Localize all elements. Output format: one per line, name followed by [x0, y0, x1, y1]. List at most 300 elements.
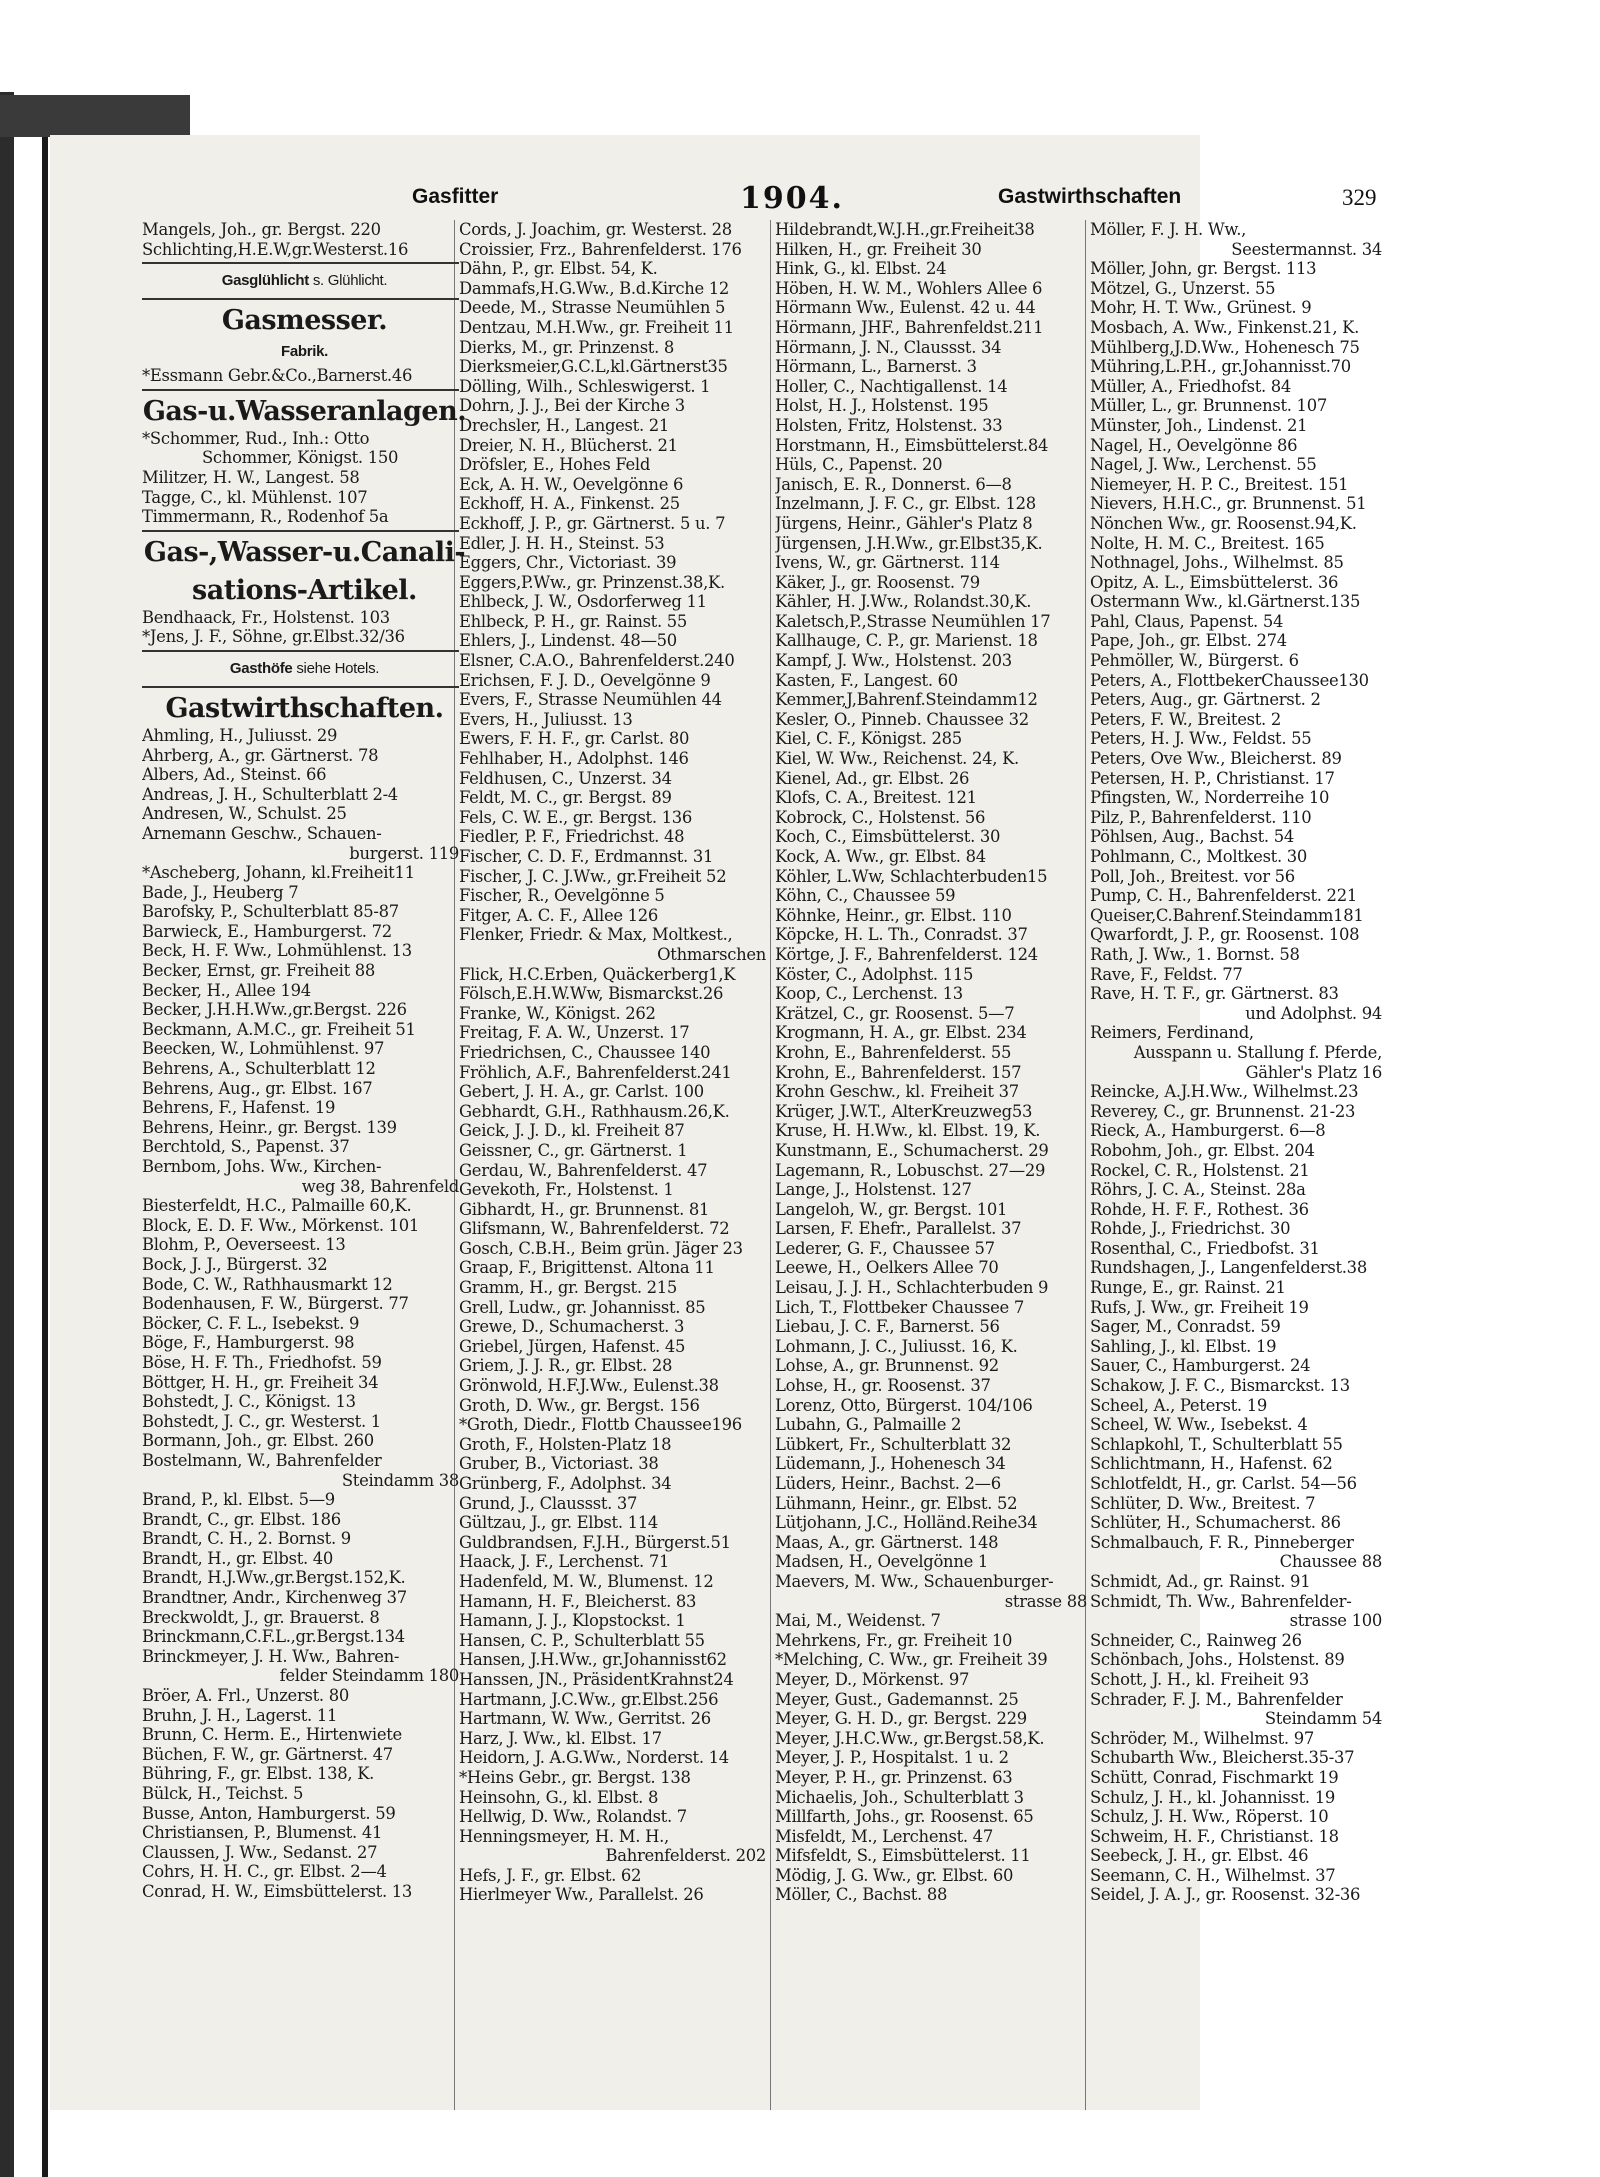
cross-reference-target: siehe Hotels. [296, 659, 380, 677]
directory-entry: Müller, L., gr. Brunnenst. 107 [1090, 396, 1327, 416]
directory-entry-continuation: Othmarschen [657, 944, 766, 964]
directory-entry: Behrens, A., Schulterblatt 12 [142, 1059, 376, 1079]
directory-entry: Schweim, H. F., Christianst. 18 [1090, 1826, 1339, 1846]
directory-entry: Lederer, G. F., Chaussee 57 [775, 1238, 995, 1258]
directory-entry: Schlichting,H.E.W,gr.Westerst.16 [142, 239, 409, 259]
directory-entry-continuation: weg 38, Bahrenfeld [301, 1176, 459, 1196]
directory-entry: Geissner, C., gr. Gärtnerst. 1 [459, 1140, 688, 1160]
directory-entry: Evers, H., Juliusst. 13 [459, 709, 633, 729]
directory-entry: Rockel, C. R., Holstenst. 21 [1090, 1160, 1310, 1180]
directory-entry: Becker, Ernst, gr. Freiheit 88 [142, 961, 376, 981]
directory-entry: Köhler, L.Ww, Schlachterbuden15 [775, 866, 1048, 886]
directory-entry: *Schommer, Rud., Inh.: Otto [142, 428, 370, 448]
directory-entry: Böse, H. F. Th., Friedhofst. 59 [142, 1352, 382, 1372]
directory-entry: Fitger, A. C. F., Allee 126 [459, 905, 659, 925]
directory-entry: Peters, Ove Ww., Bleicherst. 89 [1090, 749, 1342, 769]
directory-entry: Queiser,C.Bahrenf.Steindamm181 [1090, 905, 1364, 925]
directory-entry: Grünberg, F., Adolphst. 34 [459, 1474, 672, 1493]
directory-entry: Misfeldt, M., Lerchenst. 47 [775, 1826, 993, 1846]
directory-entry: Sauer, C., Hamburgerst. 24 [1090, 1356, 1311, 1376]
directory-entry: Millfarth, Johs., gr. Roosenst. 65 [775, 1807, 1034, 1827]
directory-entry: Scheel, A., Peterst. 19 [1090, 1395, 1267, 1415]
directory-entry: Inzelmann, J. F. C., gr. Elbst. 128 [775, 494, 1036, 514]
directory-entry: Hilken, H., gr. Freiheit 30 [775, 239, 982, 259]
directory-entry: *Groth, Diedr., Flottb Chaussee196 [459, 1415, 742, 1435]
directory-entry: Leisau, J. J. H., Schlachterbuden 9 [775, 1278, 1049, 1298]
directory-entry: Andresen, W., Schulst. 25 [142, 804, 347, 824]
directory-entry: Madsen, H., Oevelgönne 1 [775, 1552, 989, 1572]
directory-entry: Lüders, Heinr., Bachst. 2—6 [775, 1474, 1001, 1493]
directory-entry: Beecken, W., Lohmühlenst. 97 [142, 1039, 385, 1059]
directory-entry: Meyer, J.H.C.Ww., gr.Bergst.58,K. [775, 1728, 1045, 1748]
directory-entry: Schulz, J. H., kl. Johannisst. 19 [1090, 1787, 1335, 1807]
directory-entry: Rath, J. Ww., 1. Bornst. 58 [1090, 944, 1300, 964]
directory-entry: Graap, F., Brigittenst. Altona 11 [459, 1258, 715, 1278]
directory-entry: Lorenz, Otto, Bürgerst. 104/106 [775, 1395, 1033, 1415]
directory-entry: Nagel, J. Ww., Lerchenst. 55 [1090, 455, 1317, 475]
directory-entry: Lagemann, R., Lobuschst. 27—29 [775, 1160, 1046, 1180]
directory-entry-continuation: Ausspann u. Stallung f. Pferde, [1133, 1042, 1382, 1062]
cross-reference-term: Gasthöfe [229, 659, 293, 677]
directory-entry: Meyer, J. P., Hospitalst. 1 u. 2 [775, 1748, 1009, 1768]
directory-entry: Gruber, B., Victoriast. 38 [459, 1454, 659, 1474]
directory-entry: Koop, C., Lerchenst. 13 [775, 984, 963, 1004]
directory-entry: Schmidt, Th. Ww., Bahrenfelder- [1090, 1591, 1352, 1611]
directory-entry: Qwarfordt, J. P., gr. Roosenst. 108 [1090, 925, 1360, 945]
directory-entry: Gevekoth, Fr., Holstenst. 1 [459, 1180, 674, 1200]
directory-entry: Harz, J. Ww., kl. Elbst. 17 [459, 1728, 662, 1748]
directory-entry: Breckwoldt, J., gr. Brauerst. 8 [142, 1607, 380, 1627]
directory-entry: Erichsen, F. J. D., Oevelgönne 9 [459, 670, 711, 690]
directory-entry: Schlüter, D. Ww., Breitest. 7 [1090, 1493, 1316, 1513]
directory-entry: Croissier, Frz., Bahrenfelderst. 176 [459, 239, 742, 259]
directory-entry: Eck, A. H. W., Oevelgönne 6 [459, 474, 684, 494]
directory-entry: Guldbrandsen, F.J.H., Bürgerst.51 [459, 1532, 731, 1552]
header-right-keyword: Gastwirthschaften [998, 185, 1182, 208]
directory-entry: Franke, W., Königst. 262 [459, 1003, 656, 1023]
directory-entry-continuation: Steindamm 54 [1264, 1709, 1382, 1729]
directory-entry: Schlapkohl, T., Schulterblatt 55 [1090, 1434, 1343, 1454]
directory-entry: Jürgens, Heinr., Gähler's Platz 8 [775, 513, 1033, 533]
directory-entry: Larsen, F. Ehefr., Parallelst. 37 [775, 1219, 1022, 1239]
directory-entry: Meyer, D., Mörkenst. 97 [775, 1669, 970, 1689]
directory-entry: Ehlers, J., Lindenst. 48—50 [459, 631, 677, 651]
directory-entry: Pehmöller, W., Bürgerst. 6 [1090, 651, 1299, 671]
directory-entry: Bendhaack, Fr., Holstenst. 103 [142, 607, 390, 627]
directory-entry: Möller, John, gr. Bergst. 113 [1090, 259, 1317, 279]
directory-entry: Kobrock, C., Holstenst. 56 [775, 807, 986, 827]
directory-entry: Heidorn, J. A.G.Ww., Norderst. 14 [459, 1748, 729, 1768]
directory-entry: Groth, F., Holsten-Platz 18 [459, 1434, 672, 1454]
directory-entry: Gramm, H., gr. Bergst. 215 [459, 1278, 678, 1298]
directory-entry: Rave, H. T. F., gr. Gärtnerst. 83 [1090, 984, 1339, 1004]
directory-entry: Rave, F., Feldst. 77 [1090, 964, 1243, 984]
directory-entry: Scheel, W. Ww., Isebekst. 4 [1090, 1415, 1308, 1435]
directory-entry: Timmermann, R., Rodenhof 5a [142, 507, 389, 527]
section-rule [142, 530, 459, 532]
directory-entry: Fels, C. W. E., gr. Bergst. 136 [459, 807, 693, 827]
directory-entry: Cohrs, H. H. C., gr. Elbst. 2—4 [142, 1862, 387, 1882]
directory-entry: Feldt, M. C., gr. Bergst. 89 [459, 788, 672, 808]
directory-entry: Fölsch,E.H.W.Ww, Bismarckst.26 [459, 984, 724, 1004]
directory-entry: Ehlbeck, J. W., Osdorferweg 11 [459, 592, 707, 612]
directory-entry: Bode, C. W., Rathhausmarkt 12 [142, 1274, 393, 1294]
directory-entry: Höben, H. W. M., Wohlers Allee 6 [775, 278, 1043, 298]
directory-entry-continuation: und Adolphst. 94 [1245, 1003, 1382, 1023]
directory-entry: Hörmann, J. N., Claussst. 34 [775, 337, 1002, 357]
directory-entry: Barofsky, P., Schulterblatt 85-87 [142, 902, 399, 922]
directory-entry: Feldhusen, C., Unzerst. 34 [459, 768, 672, 788]
directory-entry: Schlüter, H., Schumacherst. 86 [1090, 1513, 1341, 1533]
directory-entry: Behrens, F., Hafenst. 19 [142, 1098, 336, 1118]
directory-entry: *Melching, C. Ww., gr. Freiheit 39 [775, 1650, 1048, 1670]
directory-entry: Rufs, J. Ww., gr. Freiheit 19 [1090, 1297, 1309, 1317]
directory-entry: Ahrberg, A., gr. Gärtnerst. 78 [142, 745, 379, 765]
directory-entry: Holler, C., Nachtigallenst. 14 [775, 376, 1008, 396]
directory-entry: Drechsler, H., Langest. 21 [459, 415, 670, 435]
directory-entry: Schlotfeldt, H., gr. Carlst. 54—56 [1090, 1474, 1357, 1493]
directory-entry: Peters, Aug., gr. Gärtnerst. 2 [1090, 690, 1321, 710]
directory-entry: Fröhlich, A.F., Bahrenfelderst.241 [459, 1062, 732, 1082]
directory-entry: Rieck, A., Hamburgerst. 6—8 [1090, 1121, 1326, 1141]
directory-entry: Mehrkens, Fr., gr. Freiheit 10 [775, 1630, 1013, 1650]
directory-entry: Hörmann, JHF., Bahrenfeldst.211 [775, 317, 1044, 337]
directory-entry: Fischer, C. D. F., Erdmannst. 31 [459, 847, 714, 866]
directory-entry: Dreier, N. H., Blücherst. 21 [459, 435, 678, 455]
directory-entry: Fehlhaber, H., Adolphst. 146 [459, 749, 689, 769]
directory-entry: Ahmling, H., Juliusst. 29 [142, 725, 338, 745]
cross-reference [142, 267, 467, 295]
directory-entry: Dröfsler, E., Hohes Feld [459, 455, 651, 475]
page-number: 329 [1342, 185, 1377, 210]
directory-entry: Lütjohann, J.C., Holländ.Reihe34 [775, 1513, 1038, 1533]
directory-entry: Militzer, H. W., Langest. 58 [142, 467, 360, 487]
directory-entry: Albers, Ad., Steinst. 66 [142, 765, 327, 785]
directory-entry: Lüdemann, J., Hohenesch 34 [775, 1454, 1006, 1474]
directory-entry: Meyer, G. H. D., gr. Bergst. 229 [775, 1709, 1027, 1729]
directory-entry: Dölling, Wilh., Schleswigerst. 1 [459, 376, 711, 396]
directory-entry: Henningsmeyer, H. M. H., [459, 1826, 669, 1846]
directory-entry: Hamann, H. F., Bleicherst. 83 [459, 1591, 697, 1611]
directory-entry: Käker, J., gr. Roosenst. 79 [775, 572, 980, 592]
directory-entry: Schütt, Conrad, Fischmarkt 19 [1090, 1767, 1339, 1787]
directory-entry: Langeloh, W., gr. Bergst. 101 [775, 1199, 1008, 1219]
directory-entry: Mifsfeldt, S., Eimsbüttelerst. 11 [775, 1846, 1031, 1866]
directory-entry: Kiel, C. F., Königst. 285 [775, 729, 962, 749]
directory-entry: Nievers, H.H.C., gr. Brunnenst. 51 [1090, 494, 1367, 514]
directory-entry: Maevers, M. Ww., Schauenburger- [775, 1571, 1054, 1591]
directory-entry: Kruse, H. H.Ww., kl. Elbst. 19, K. [775, 1121, 1041, 1141]
directory-entry: Rohde, J., Friedrichst. 30 [1090, 1219, 1291, 1239]
directory-entry: Kaletsch,P.,Strasse Neumühlen 17 [775, 611, 1051, 631]
directory-entry: Bruhn, J. H., Lagerst. 11 [142, 1705, 338, 1725]
section-rule [142, 650, 459, 652]
section-heading: Gasmesser. [221, 305, 388, 337]
directory-entry: Brandt, H., gr. Elbst. 40 [142, 1548, 334, 1568]
directory-entry: Böge, F., Hamburgerst. 98 [142, 1333, 355, 1353]
directory-entry: Glifsmann, W., Bahrenfelderst. 72 [459, 1219, 730, 1239]
directory-entry: Maas, A., gr. Gärtnerst. 148 [775, 1532, 999, 1552]
scan-edge-dark [0, 92, 14, 2177]
book-spine-shadow [42, 130, 48, 2177]
directory-entry: Köhn, C., Chaussee 59 [775, 886, 956, 906]
directory-entry: Poll, Joh., Breitest. vor 56 [1090, 866, 1295, 886]
directory-entry: Fischer, J. C. J.Ww., gr.Freiheit 52 [459, 866, 727, 886]
directory-entry: Kunstmann, E., Schumacherst. 29 [775, 1140, 1049, 1160]
header-left-keyword: Gasfitter [412, 185, 499, 208]
directory-entry: Cords, J. Joachim, gr. Westerst. 28 [459, 220, 732, 239]
directory-entry: Kähler, H. J.Ww., Rolandst.30,K. [775, 592, 1032, 612]
directory-entry: Pump, C. H., Bahrenfelderst. 221 [1090, 886, 1357, 906]
directory-entry: Schott, J. H., kl. Freiheit 93 [1090, 1669, 1309, 1689]
column-3 [775, 220, 1095, 1905]
directory-entry: Eckhoff, J. P., gr. Gärtnerst. 5 u. 7 [459, 513, 726, 533]
directory-entry: Gültzau, J., gr. Elbst. 114 [459, 1513, 659, 1533]
directory-entry: Gerdau, W., Bahrenfelderst. 47 [459, 1160, 708, 1180]
directory-entry: Seidel, J. A. J., gr. Roosenst. 32-36 [1090, 1885, 1361, 1905]
directory-entry: Köster, C., Adolphst. 115 [775, 964, 974, 984]
directory-entry: Eggers, Chr., Victoriast. 39 [459, 553, 677, 573]
directory-entry: Peters, H. J. Ww., Feldst. 55 [1090, 729, 1312, 749]
directory-entry: Opitz, A. L., Eimsbüttelerst. 36 [1090, 572, 1339, 592]
directory-entry: Nothnagel, Johs., Wilhelmst. 85 [1090, 553, 1344, 573]
directory-entry: Claussen, J. Ww., Sedanst. 27 [142, 1842, 378, 1862]
directory-entry: Brand, P., kl. Elbst. 5—9 [142, 1490, 335, 1510]
directory-entry: Mödig, J. G. Ww., gr. Elbst. 60 [775, 1865, 1014, 1885]
directory-entry: Schubarth Ww., Bleicherst.35-37 [1090, 1748, 1355, 1768]
directory-entry: Kasten, F., Langest. 60 [775, 670, 958, 690]
directory-entry: Hansen, J.H.Ww., gr.Johannisst62 [459, 1650, 727, 1670]
directory-entry: Reincke, A.J.H.Ww., Wilhelmst.23 [1090, 1082, 1359, 1102]
directory-entry: Eckhoff, H. A., Finkenst. 25 [459, 494, 680, 514]
directory-entry: Gebert, J. H. A., gr. Carlst. 100 [459, 1082, 704, 1102]
directory-entry: Mangels, Joh., gr. Bergst. 220 [142, 220, 381, 239]
directory-entry: Eggers,P.Ww., gr. Prinzenst.38,K. [459, 572, 725, 592]
section-heading: Gastwirthschaften. [165, 692, 444, 724]
directory-entry: Schmalbauch, F. R., Pinneberger [1090, 1532, 1354, 1552]
directory-entry: Nagel, H., Oevelgönne 86 [1090, 435, 1298, 455]
directory-entry: Lohmann, J. C., Juliusst. 16, K. [775, 1336, 1018, 1356]
section-rule [142, 298, 459, 300]
directory-entry: Lohse, H., gr. Roosenst. 37 [775, 1376, 991, 1396]
directory-entry: Becker, J.H.H.Ww.,gr.Bergst. 226 [142, 1000, 407, 1020]
directory-entry: Pahl, Claus, Papenst. 54 [1090, 611, 1284, 631]
directory-entry: *Jens, J. F., Söhne, gr.Elbst.32/36 [142, 627, 405, 647]
directory-entry: Kampf, J. Ww., Holstenst. 203 [775, 651, 1012, 671]
directory-entry: Hildebrandt,W.J.H.,gr.Freiheit38 [775, 220, 1035, 239]
directory-entry: Lich, T., Flottbeker Chaussee 7 [775, 1297, 1024, 1317]
directory-entry: Pape, Joh., gr. Elbst. 274 [1090, 631, 1287, 651]
directory-entry: Blohm, P., Oeverseest. 13 [142, 1235, 346, 1255]
directory-entry: Möller, F. J. H. Ww., [1090, 220, 1247, 239]
directory-entry: Gibhardt, H., gr. Brunnenst. 81 [459, 1199, 710, 1219]
directory-entry: Brunn, C. Herm. E., Hirtenwiete [142, 1725, 402, 1745]
directory-entry: Hellwig, D. Ww., Rolandst. 7 [459, 1807, 687, 1827]
directory-entry: Schmidt, Ad., gr. Rainst. 91 [1090, 1571, 1311, 1591]
directory-entry: Mohr, H. T. Ww., Grünest. 9 [1090, 298, 1312, 318]
directory-entry: Deede, M., Strasse Neumühlen 5 [459, 298, 726, 318]
directory-entry: Berchtold, S., Papenst. 37 [142, 1137, 350, 1157]
directory-entry: Lohse, A., gr. Brunnenst. 92 [775, 1356, 999, 1376]
directory-entry: Schakow, J. F. C., Bismarckst. 13 [1090, 1376, 1350, 1396]
directory-entry: Dammafs,H.G.Ww., B.d.Kirche 12 [459, 278, 730, 298]
section-rule [142, 389, 459, 391]
directory-entry-continuation: Gähler's Platz 16 [1245, 1062, 1382, 1082]
directory-entry: Biesterfeldt, H.C., Palmaille 60,K. [142, 1196, 412, 1216]
directory-entry: Pfingsten, W., Norderreihe 10 [1090, 788, 1330, 808]
directory-entry: Köhnke, Heinr., gr. Elbst. 110 [775, 905, 1012, 925]
directory-entry: Dähn, P., gr. Elbst. 54, K. [459, 259, 658, 279]
directory-entry: Grund, J., Claussst. 37 [459, 1493, 638, 1513]
section-rule [142, 262, 459, 264]
directory-entry-continuation: burgerst. 119 [349, 843, 459, 863]
directory-entry: Arnemann Geschw., Schauen- [142, 823, 382, 843]
directory-entry: Geick, J. J. D., kl. Freiheit 87 [459, 1121, 685, 1141]
directory-entry: Becker, H., Allee 194 [142, 980, 311, 1000]
directory-entry: Holsten, Fritz, Holstenst. 33 [775, 415, 1003, 435]
directory-entry: Liebau, J. C. F., Barnerst. 56 [775, 1317, 1000, 1337]
directory-entry-continuation: Steindamm 38 [341, 1470, 459, 1490]
directory-entry: Brandt, C. H., 2. Bornst. 9 [142, 1529, 351, 1549]
directory-entry: Hink, G., kl. Elbst. 24 [775, 259, 947, 279]
directory-entry: Kienel, Ad., gr. Elbst. 26 [775, 768, 970, 788]
directory-entry: Hamann, J. J., Klopstockst. 1 [459, 1611, 686, 1631]
directory-entry: Bröer, A. Frl., Unzerst. 80 [142, 1686, 349, 1706]
directory-entry: Hierlmeyer Ww., Parallelst. 26 [459, 1885, 704, 1905]
directory-entry: Flick, H.C.Erben, Quäckerberg1,K [459, 964, 736, 984]
directory-entry: Krätzel, C., gr. Roosenst. 5—7 [775, 1003, 1015, 1023]
directory-page [50, 135, 1382, 2110]
directory-entry: Münster, Joh., Lindenst. 21 [1090, 415, 1308, 435]
directory-entry: Behrens, Heinr., gr. Bergst. 139 [142, 1117, 397, 1137]
directory-entry: Schneider, C., Rainweg 26 [1090, 1630, 1302, 1650]
directory-entry: Reverey, C., gr. Brunnenst. 21-23 [1090, 1101, 1356, 1121]
directory-entry: Busse, Anton, Hamburgerst. 59 [142, 1803, 396, 1823]
directory-entry: Brandt, H.J.Ww.,gr.Bergst.152,K. [142, 1568, 406, 1588]
directory-entry: Barwieck, E., Hamburgerst. 72 [142, 921, 392, 941]
directory-entry: Fiedler, P. F., Friedrichst. 48 [459, 827, 685, 847]
directory-entry: Seebeck, J. H., gr. Elbst. 46 [1090, 1846, 1309, 1866]
directory-entry: Bock, J. J., Bürgerst. 32 [142, 1254, 328, 1274]
directory-entry: Schulz, J. H. Ww., Röperst. 10 [1090, 1807, 1329, 1827]
directory-entry: Krohn Geschw., kl. Freiheit 37 [775, 1082, 1019, 1102]
directory-entry: Hadenfeld, M. W., Blumenst. 12 [459, 1571, 714, 1591]
directory-entry: Block, E. D. F. Ww., Mörkenst. 101 [142, 1215, 420, 1235]
directory-entry: Dierks, M., gr. Prinzenst. 8 [459, 337, 675, 357]
directory-entry: Kiel, W. Ww., Reichenst. 24, K. [775, 749, 1019, 769]
section-heading: sations-Artikel. [192, 574, 417, 606]
directory-entry: Kemmer,J,Bahrenf.Steindamm12 [775, 690, 1038, 710]
directory-entry: Kock, A. Ww., gr. Elbst. 84 [775, 847, 986, 866]
directory-entry: Hüls, C., Papenst. 20 [775, 455, 943, 475]
directory-entry-continuation: Seestermannst. 34 [1231, 239, 1382, 259]
directory-entry: Bodenhausen, F. W., Bürgerst. 77 [142, 1294, 409, 1314]
directory-entry: Griem, J. J. R., gr. Elbst. 28 [459, 1356, 673, 1376]
directory-entry: Runge, E., gr. Rainst. 21 [1090, 1278, 1286, 1298]
directory-entry-continuation: strasse 88 [1004, 1591, 1087, 1611]
directory-entry: Pöhlsen, Aug., Bachst. 54 [1090, 827, 1294, 847]
directory-entry: Rohde, H. F. F., Rothest. 36 [1090, 1199, 1309, 1219]
directory-entry: Sahling, J., kl. Elbst. 19 [1090, 1336, 1277, 1356]
directory-entry: Hanssen, JN., PräsidentKrahnst24 [459, 1669, 734, 1689]
directory-entry: Dentzau, M.H.Ww., gr. Freiheit 11 [459, 317, 734, 337]
directory-entry: Robohm, Joh., gr. Elbst. 204 [1090, 1140, 1315, 1160]
directory-entry: Bühring, F., gr. Elbst. 138, K. [142, 1764, 375, 1784]
directory-entry: Bernbom, Johs. Ww., Kirchen- [142, 1157, 382, 1176]
directory-entry: Mötzel, G., Unzerst. 55 [1090, 278, 1276, 298]
directory-entry: Böttger, H. H., gr. Freiheit 34 [142, 1372, 379, 1392]
directory-entry: Conrad, H. W., Eimsbüttelerst. 13 [142, 1881, 413, 1901]
directory-entry: Schröder, M., Wilhelmst. 97 [1090, 1728, 1314, 1748]
directory-entry: Michaelis, Joh., Schulterblatt 3 [775, 1787, 1024, 1807]
column-2 [459, 220, 774, 1905]
directory-entry: Müller, A., Friedhofst. 84 [1090, 376, 1292, 396]
directory-entry: Sager, M., Conradst. 59 [1090, 1317, 1281, 1337]
directory-entry-continuation: strasse 100 [1289, 1611, 1382, 1631]
directory-entry: Horstmann, H., Eimsbüttelerst.84 [775, 435, 1049, 455]
directory-entry: Freitag, F. A. W., Unzerst. 17 [459, 1023, 690, 1043]
directory-entry: Grönwold, H.F.J.Ww., Eulenst.38 [459, 1376, 719, 1396]
directory-entry: Brinckmeyer, J. H. Ww., Bahren- [142, 1646, 400, 1666]
directory-entry: Janisch, E. R., Donnerst. 6—8 [775, 474, 1012, 494]
directory-entry: Nolte, H. M. C., Breitest. 165 [1090, 533, 1325, 553]
directory-entry: Schrader, F. J. M., Bahrenfelder [1090, 1689, 1343, 1709]
directory-entry: *Heins Gebr., gr. Bergst. 138 [459, 1767, 691, 1787]
directory-entry: Hörmann, L., Barnerst. 3 [775, 357, 977, 377]
directory-entry: Bohstedt, J. C., Königst. 13 [142, 1392, 356, 1412]
directory-entry: Hansen, C. P., Schulterblatt 55 [459, 1630, 705, 1650]
directory-entry: Lange, J., Holstenst. 127 [775, 1180, 972, 1200]
directory-entry: Körtge, J. F., Bahrenfelderst. 124 [775, 944, 1038, 964]
directory-entry: Lübkert, Fr., Schulterblatt 32 [775, 1434, 1012, 1454]
directory-entry: *Ascheberg, Johann, kl.Freiheit11 [142, 863, 415, 883]
directory-entry: Mühlberg,J.D.Ww., Hohenesch 75 [1090, 337, 1360, 357]
directory-entry: Röhrs, J. C. A., Steinst. 28a [1090, 1180, 1306, 1200]
directory-entry: Behrens, Aug., gr. Elbst. 167 [142, 1078, 373, 1098]
directory-entry: Friedrichsen, C., Chaussee 140 [459, 1042, 711, 1062]
section-subheading: Fabrik. [280, 343, 329, 361]
directory-entry: Rosenthal, C., Friedbofst. 31 [1090, 1238, 1320, 1258]
directory-entry: Möller, C., Bachst. 88 [775, 1885, 948, 1905]
directory-entry: Koch, C., Eimsbüttelerst. 30 [775, 827, 1001, 847]
directory-entry: Rundshagen, J., Langenfelderst.38 [1090, 1258, 1367, 1278]
directory-entry: Köpcke, H. L. Th., Conradst. 37 [775, 925, 1028, 945]
directory-entry: Mühring,L.P.H., gr.Johannisst.70 [1090, 357, 1351, 377]
directory-entry: Hartmann, W. Ww., Gerritst. 26 [459, 1709, 711, 1729]
directory-entry: Pohlmann, C., Moltkest. 30 [1090, 847, 1308, 866]
directory-entry: Ivens, W., gr. Gärtnerst. 114 [775, 553, 1000, 573]
directory-entry: Lühmann, Heinr., gr. Elbst. 52 [775, 1493, 1018, 1513]
directory-entry: *Essmann Gebr.&Co.,Barnerst.46 [142, 366, 413, 386]
cross-reference [142, 655, 467, 683]
directory-entry: Reimers, Ferdinand, [1090, 1023, 1254, 1043]
directory-entry: Dierksmeier,G.C.L,kl.Gärtnerst35 [459, 357, 728, 377]
directory-entry: Meyer, Gust., Gademannst. 25 [775, 1689, 1019, 1709]
directory-entry: Grell, Ludw., gr. Johannisst. 85 [459, 1297, 706, 1317]
directory-entry: Ostermann Ww., kl.Gärtnerst.135 [1090, 592, 1361, 612]
directory-entry: Kallhauge, C. P., gr. Marienst. 18 [775, 631, 1038, 651]
directory-entry: Haack, J. F., Lerchenst. 71 [459, 1552, 670, 1572]
scan-edge-top [0, 95, 190, 137]
directory-entry: Fischer, R., Oevelgönne 5 [459, 886, 665, 906]
directory-entry: Gosch, C.B.H., Beim grün. Jäger 23 [459, 1238, 743, 1258]
directory-entry: Brinckmann,C.F.L.,gr.Bergst.134 [142, 1627, 405, 1647]
directory-entry-continuation: Chaussee 88 [1279, 1552, 1382, 1572]
column-1 [142, 220, 467, 1902]
cross-reference-term: Gasglühlicht [221, 272, 309, 290]
directory-entry-continuation: Bahrenfelderst. 202 [605, 1846, 766, 1866]
directory-entry: Büchen, F. W., gr. Gärtnerst. 47 [142, 1744, 393, 1764]
